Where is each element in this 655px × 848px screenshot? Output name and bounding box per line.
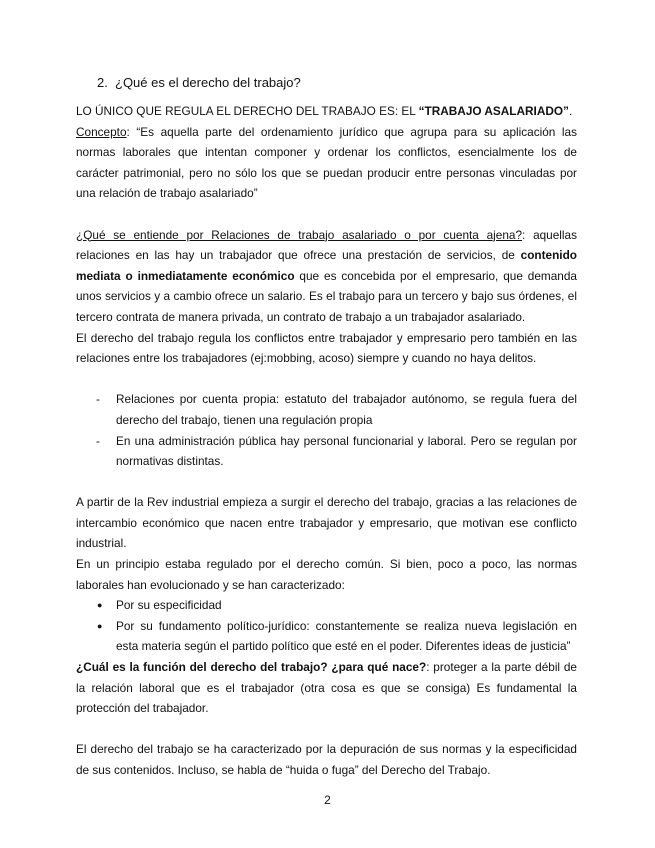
statement-lead: LO ÚNICO QUE REGULA EL DERECHO DEL TRABAJO ES: EL: [76, 104, 419, 118]
section-heading: [97, 73, 577, 93]
paragraph-function: [76, 657, 577, 719]
list-item-text: Por su especificidad: [116, 598, 222, 613]
page-number: 2: [324, 793, 331, 807]
bullet-icon: ●: [97, 620, 103, 631]
spacer: [76, 719, 577, 740]
paragraph-conflicts: El derecho del trabajo regula los conflictos entre trabajador y empresario pero también en las relaciones entre los trabajadores (ej:mobbing, acoso) siempre y cuando no haya delitos.: [76, 330, 577, 366]
spacer: [76, 472, 577, 493]
page-content: [76, 73, 577, 781]
paragraph-industrial-revolution: A partir de la Rev industrial empieza a surgir el derecho del trabajo, gracias a las relaciones de intercambio económico que nacen entre trabajador y empresario, que motivan ese conflicto industrial.: [76, 495, 577, 551]
statement-bold: “TRABAJO ASALARIADO”: [418, 104, 569, 118]
spacer: [76, 369, 577, 390]
concept-label: Concepto: [76, 124, 127, 139]
paragraph-salaried-relations: [76, 225, 577, 328]
list-item-text: En una administración pública hay personal funcionarial y laboral. Pero se regulan por normativas distintas.: [116, 433, 577, 469]
section-title: ¿Qué es el derecho del trabajo?: [115, 75, 301, 90]
dash-list: [76, 389, 577, 471]
dash-marker: -: [96, 433, 100, 448]
list-item: [76, 595, 577, 616]
list-item: [76, 431, 577, 472]
function-text: : proteger a la parte débil de la relación laboral que es el trabajador (otra cosa es que se consiga) Es fundamental la protección del trabajador.: [76, 660, 577, 716]
bullet-icon: ●: [97, 600, 103, 611]
statement-tail: .: [568, 104, 573, 118]
concept-text: : “Es aquella parte del ordenamiento jurídico que agrupa para su aplicación las normas laborales que intentan componer y ordenar los conflictos, esencialmente los de carácter patrimonial, pero no sólo los que se puedan producir entre personas vinculadas por una relación de trabajo asalariado”: [76, 124, 577, 201]
paragraph-common-law: En un principio estaba regulado por el derecho común. Si bien, poco a poco, las normas laborales han evolucionado y se han caracterizado:: [76, 557, 577, 592]
paragraph-main-statement: [76, 101, 577, 122]
paragraph-concept: [76, 122, 577, 204]
list-item-text: Relaciones por cuenta propia: estatuto del trabajador autónomo, se regula fuera del derecho del trabajo, tienen una regulación propia: [116, 392, 577, 427]
salaried-question: ¿Qué se entiende por Relaciones de trabajo asalariado o por cuenta ajena?: [76, 227, 523, 242]
paragraph-escape: El derecho del trabajo se ha caracterizado por la depuración de sus normas y la especificidad de sus contenidos. Incluso, se habla de “huida o fuga” del Derecho del Trabajo.: [76, 742, 577, 777]
spacer: [76, 204, 577, 225]
dash-marker: -: [96, 392, 100, 407]
section-number: 2.: [97, 75, 108, 90]
bullet-list: [76, 595, 577, 657]
salaried-bold: contenido mediata o inmediatamente económico: [76, 248, 577, 283]
list-item: [76, 389, 577, 430]
function-question: ¿Cuál es la función del derecho del trabajo? ¿para qué nace?: [76, 660, 427, 675]
list-item-text: Por su fundamento político-jurídico: constantemente se realiza nueva legislación en esta materia según el partido político que esté en el poder. Diferentes ideas de justicia”: [116, 618, 577, 654]
salaried-text-a: : aquellas relaciones en las hay un trabajador que ofrece una prestación de servicios, de: [76, 227, 578, 263]
salaried-text-b: que es concebida por el empresario, que demanda unos servicios y a cambio ofrece un salario. Es el trabajo para un tercero y bajo sus órdenes, el tercero contrata de manera privada, un contrato de trabajo a un trabajador asalariado.: [76, 268, 577, 324]
list-item: [76, 616, 577, 657]
